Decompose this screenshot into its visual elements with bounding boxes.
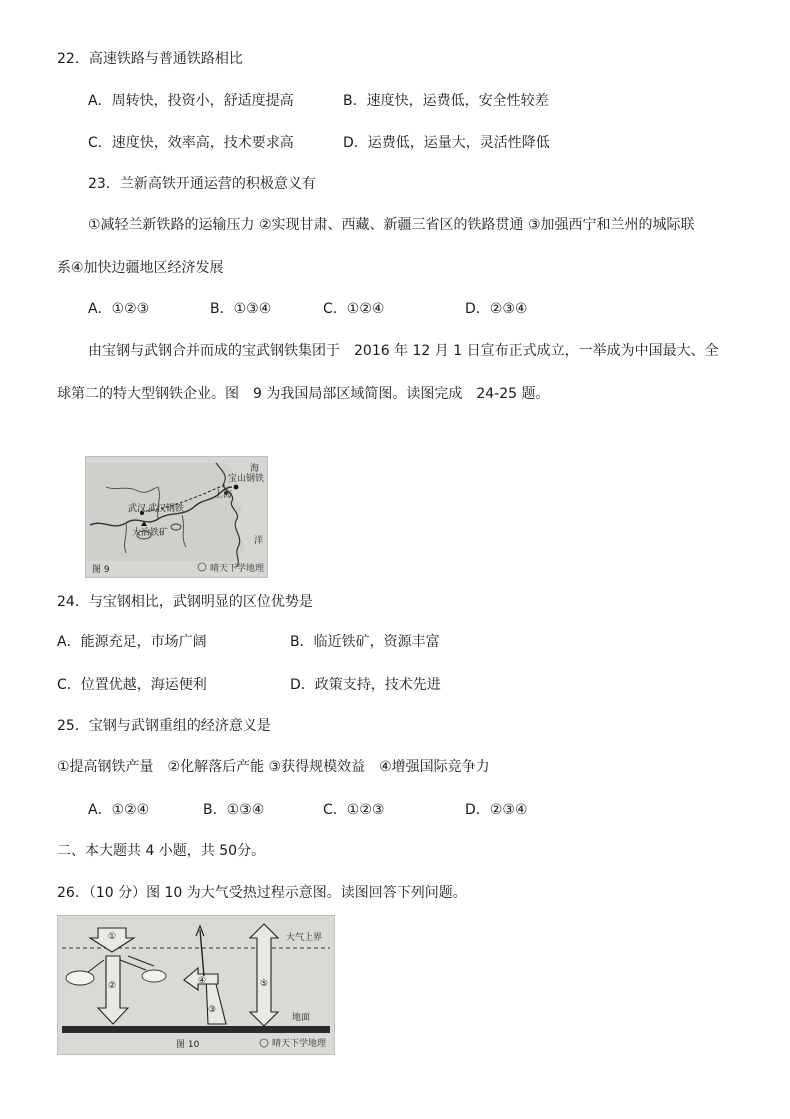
- fig10-marker-2: ②: [108, 981, 117, 991]
- q25-option-b: B．①③④: [203, 802, 265, 818]
- passage-line2: 球第二的特大型钢铁企业。图 9 为我国局部区域简图。读图完成 24-25 题。: [57, 386, 550, 402]
- fig10-ground-label: 地面: [292, 1013, 311, 1023]
- section-2-heading: 二、本大题共 4 小题，共 50分。: [57, 843, 266, 859]
- q23-statements-line1: ①减轻兰新铁路的运输压力 ②实现甘肃、西藏、新疆三省区的铁路贯通 ③加强西宁和兰州的城际联: [88, 217, 695, 233]
- fig10-marker-3: ③: [208, 1005, 217, 1015]
- fig9-label-daye: 大冶铁矿: [132, 528, 169, 538]
- fig10-top-label: 大气上界: [286, 933, 323, 943]
- fig9-label-baogang: 宝山钢铁: [228, 474, 265, 484]
- q22-option-c: C．速度快，效率高，技术要求高: [88, 135, 294, 151]
- q22-option-a: A．周转快，投资小，舒适度提高: [88, 93, 294, 109]
- q23-option-d: D．②③④: [465, 301, 528, 317]
- q22-stem: 22．高速铁路与普通铁路相比: [57, 51, 243, 67]
- q25-stem: 25．宝钢与武钢重组的经济意义是: [57, 718, 271, 734]
- q23-stem: 23．兰新高铁开通运营的积极意义有: [88, 176, 316, 192]
- fig9-label-wuhan: 武汉: [128, 504, 147, 514]
- cloud-right-icon: [142, 970, 166, 982]
- passage-line1: 由宝钢与武钢合并而成的宝武钢铁集团于 2016 年 12 月 1 日宣布正式成立，一举成为中国最大、全: [88, 343, 719, 359]
- q24-option-a: A．能源充足，市场广阔: [57, 634, 207, 650]
- figure-10-diagram: [57, 915, 335, 1055]
- fig9-label-wugang: 武汉钢铁: [148, 504, 185, 514]
- q24-option-d: D．政策支持，技术先进: [290, 677, 441, 693]
- cloud-left-icon: [66, 971, 94, 985]
- q23-option-c: C．①②④: [323, 301, 385, 317]
- q24-stem: 24．与宝钢相比，武钢明显的区位优势是: [57, 594, 313, 610]
- figure-9-map: [85, 456, 268, 578]
- fig9-label-ocean: 洋: [254, 536, 264, 546]
- fig9-label-shanghai: 上海: [214, 490, 233, 500]
- q23-option-a: A．①②③: [88, 301, 150, 317]
- q25-option-d: D．②③④: [465, 802, 528, 818]
- q24-option-b: B．临近铁矿，资源丰富: [290, 634, 440, 650]
- q26-stem: 26．（10 分）图 10 为大气受热过程示意图。读图回答下列问题。: [57, 885, 467, 901]
- fig9-watermark: 晴天下学地理: [210, 564, 265, 574]
- fig10-watermark: 晴天下学地理: [272, 1039, 327, 1049]
- q25-option-a: A．①②④: [88, 802, 150, 818]
- fig9-caption: 图 9: [92, 565, 110, 575]
- q22-option-d: D．运费低，运量大，灵活性降低: [343, 135, 550, 151]
- q22-option-b: B．速度快，运费低，安全性较差: [343, 93, 549, 109]
- fig10-caption: 图 10: [176, 1040, 200, 1050]
- baogang-point-icon: [234, 485, 239, 490]
- q23-statements-line2: 系④加快边疆地区经济发展: [57, 260, 224, 276]
- q25-statements: ①提高钢铁产量 ②化解落后产能 ③获得规模效益 ④增强国际竞争力: [57, 759, 490, 775]
- fig10-marker-5: ⑤: [260, 979, 269, 989]
- fig9-label-sea: 海: [250, 464, 260, 474]
- q24-option-c: C．位置优越，海运便利: [57, 677, 207, 693]
- fig10-marker-4: ④: [198, 976, 207, 986]
- q23-option-b: B．①③④: [210, 301, 272, 317]
- fig10-marker-1: ①: [108, 932, 117, 942]
- q25-option-c: C．①②③: [323, 802, 385, 818]
